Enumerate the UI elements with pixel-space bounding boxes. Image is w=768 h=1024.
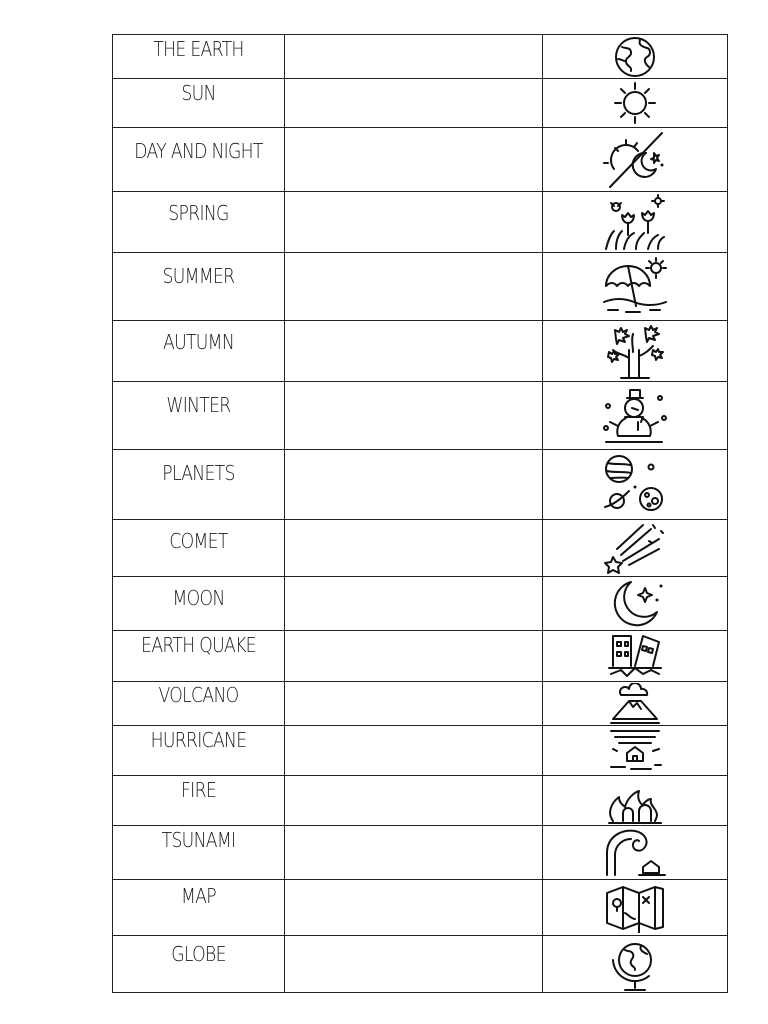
table-row (112, 34, 728, 78)
word-label: AUTUMN (162, 330, 235, 354)
word-cell (112, 935, 284, 993)
table-row (112, 78, 728, 127)
table-row (112, 449, 728, 519)
picture-cell (542, 576, 728, 630)
word-label: FIRE (180, 778, 217, 802)
table-row (112, 825, 728, 879)
picture-cell (542, 519, 728, 576)
word-label: MOON (172, 586, 225, 610)
answer-cell[interactable] (284, 775, 542, 825)
picture-cell (542, 252, 728, 320)
word-cell (112, 34, 284, 78)
word-label: WINTER (166, 393, 231, 417)
picture-cell (542, 879, 728, 935)
table-row (112, 775, 728, 825)
answer-cell[interactable] (284, 127, 542, 191)
table-row (112, 191, 728, 252)
word-label: DAY AND NIGHT (134, 139, 263, 163)
table-row (112, 935, 728, 993)
picture-cell (542, 630, 728, 681)
snowman-icon (601, 382, 669, 449)
word-label: COMET (169, 529, 228, 553)
picture-cell (542, 78, 728, 127)
beach-umbrella-icon (601, 253, 669, 320)
day-and-night-icon (601, 128, 669, 191)
answer-cell[interactable] (284, 576, 542, 630)
table-row (112, 127, 728, 191)
answer-cell[interactable] (284, 879, 542, 935)
autumn-tree-icon (601, 321, 669, 381)
answer-cell[interactable] (284, 191, 542, 252)
answer-cell[interactable] (284, 320, 542, 381)
answer-cell[interactable] (284, 630, 542, 681)
earth-icon (601, 35, 669, 78)
picture-cell (542, 775, 728, 825)
word-cell (112, 630, 284, 681)
answer-cell[interactable] (284, 78, 542, 127)
picture-cell (542, 725, 728, 775)
moon-icon (601, 577, 669, 630)
word-cell (112, 191, 284, 252)
table-row (112, 576, 728, 630)
planets-icon (601, 450, 669, 519)
picture-cell (542, 449, 728, 519)
picture-cell (542, 191, 728, 252)
spring-flowers-icon (601, 192, 669, 252)
picture-cell (542, 825, 728, 879)
word-label: VOLCANO (158, 683, 239, 707)
answer-cell[interactable] (284, 34, 542, 78)
globe-icon (601, 936, 669, 992)
tsunami-icon (601, 826, 669, 879)
word-cell (112, 449, 284, 519)
answer-cell[interactable] (284, 381, 542, 449)
word-cell (112, 576, 284, 630)
answer-cell[interactable] (284, 725, 542, 775)
answer-cell[interactable] (284, 449, 542, 519)
word-label: EARTH QUAKE (141, 633, 256, 657)
word-label: GLOBE (171, 942, 226, 966)
word-label: PLANETS (162, 461, 235, 485)
word-cell (112, 725, 284, 775)
map-icon (601, 880, 669, 935)
word-label: SPRING (168, 201, 229, 225)
picture-cell (542, 935, 728, 993)
word-cell (112, 320, 284, 381)
table-row (112, 879, 728, 935)
word-cell (112, 127, 284, 191)
word-cell (112, 681, 284, 725)
table-row (112, 381, 728, 449)
comet-icon (601, 520, 669, 576)
picture-cell (542, 34, 728, 78)
answer-cell[interactable] (284, 252, 542, 320)
word-cell (112, 775, 284, 825)
word-cell (112, 381, 284, 449)
earthquake-icon (601, 631, 669, 681)
volcano-icon (601, 682, 669, 725)
picture-cell (542, 381, 728, 449)
table-row (112, 320, 728, 381)
answer-cell[interactable] (284, 935, 542, 993)
table-row (112, 519, 728, 576)
word-cell (112, 78, 284, 127)
word-label: SUMMER (162, 264, 235, 288)
fire-icon (601, 776, 669, 825)
answer-cell[interactable] (284, 681, 542, 725)
answer-cell[interactable] (284, 519, 542, 576)
picture-cell (542, 681, 728, 725)
table-row (112, 630, 728, 681)
hurricane-icon (601, 726, 669, 775)
word-label: SUN (181, 81, 216, 105)
word-label: THE EARTH (153, 37, 244, 61)
word-cell (112, 879, 284, 935)
table-row (112, 252, 728, 320)
word-cell (112, 252, 284, 320)
picture-cell (542, 127, 728, 191)
word-label: MAP (181, 884, 216, 908)
table-row (112, 681, 728, 725)
sun-icon (601, 79, 669, 127)
word-cell (112, 825, 284, 879)
word-cell (112, 519, 284, 576)
word-label: TSUNAMI (161, 828, 236, 852)
picture-cell (542, 320, 728, 381)
word-label: HURRICANE (150, 728, 247, 752)
answer-cell[interactable] (284, 825, 542, 879)
table-row (112, 725, 728, 775)
